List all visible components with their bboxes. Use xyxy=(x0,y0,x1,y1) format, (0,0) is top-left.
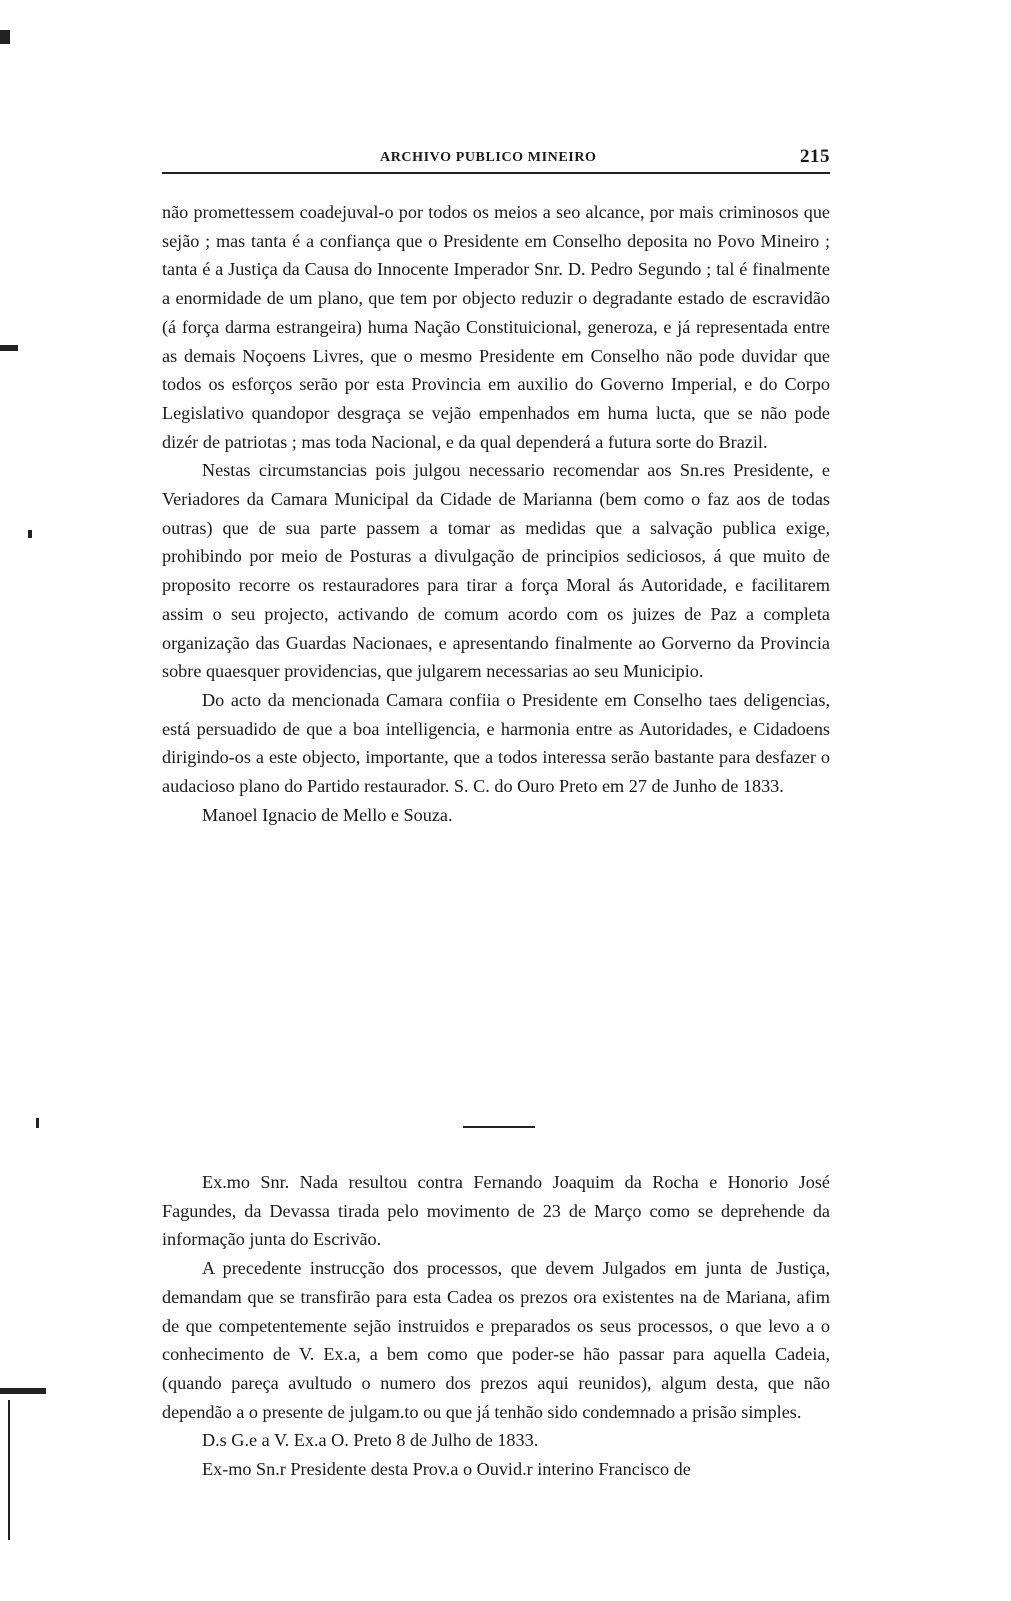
paragraph: A precedente instrucção dos processos, que devem Julgados em junta de Justiça, demandam que se transfirão para esta Cadea os prezos ora existentes na de Mariana, afim de que competentemente sejão instruidos e preparados os seus processos, o que levo a o conhecimento de V. Ex.a, a bem como que poder-se hão passar para aquella Cadeia, (quando pareça avultudo o numero dos prezos aqui reunidos), algum desta, que não dependão a o presente de julgam.to ou que já tenhão sido condemnado a prisão simples. xyxy=(162,1258,830,1422)
margin-mark xyxy=(28,530,32,538)
section-divider xyxy=(463,1126,535,1128)
paragraph: não promettessem coadejuval-o por todos os meios a seo alcance, por mais criminosos que sejão ; mas tanta é a confiança que o Presidente em Conselho deposita no Povo Mineiro ; tanta é a Justiça da Causa do Innocente Imperador Snr. D. Pedro Segundo ; tal é finalmente a enormidade de um plano, que tem por objecto reduzir o degradante estado de escravidão (á força darma estrangeira) huma Nação Constituicional, generoza, e já representada entre as demais Noçoens Livres, que o mesmo Presidente em Conselho não pode duvidar que todos os esforços serão por esta Provincia em auxilio do Governo Imperial, e do Corpo Legislativo quandopor desgraça se vejão empenhados em huma lucta, que se não pode dizér de patriotas ; mas toda Nacional, e da qual dependerá a futura sorte do Brazil. xyxy=(162,202,830,452)
paragraph: Ex.mo Snr. Nada resultou contra Fernando Joaquim da Rocha e Honorio José Fagundes, da Devassa tirada pelo movimento de 23 de Março como se deprehende da informação junta do Escrivão. xyxy=(162,1172,830,1250)
margin-mark xyxy=(36,1118,39,1128)
header-title: ARCHIVO PUBLICO MINEIRO xyxy=(380,150,597,165)
margin-mark xyxy=(0,1388,46,1394)
signature: Manoel Ignacio de Mello e Souza. xyxy=(202,804,453,825)
paragraph: Nestas circumstancias pois julgou necessario recomendar aos Sn.res Presidente, e Veriadores da Camara Municipal da Cidade de Marianna (bem como o faz aos de todas outras) que de sua parte passem a tomar as medidas que a salvação publica exige, prohibindo por meio de Posturas a divulgação de principios sediciosos, á que muito de proposito recorre os restauradores para tirar a força Moral ás Autoridade, e facilitarem assim o seu projecto, activando de comum acordo com os juizes de Paz a completa organização das Guardas Nacionaes, e apresentando finalmente ao Gorverno da Provincia sobre quaesquer providencias, que julgarem necessarias ao seu Municipio. xyxy=(162,460,830,682)
margin-mark xyxy=(0,30,10,44)
paragraph: Do acto da mencionada Camara confiia o Presidente em Conselho taes deligencias, está persuadido de que a boa intelligencia, e harmonia entre as Autoridades, e Cidadoens dirigindo-os a este objecto, importante, que a todos interessa serão bastante para desfazer o audacioso plano do Partido restaurador. S. C. do Ouro Preto em 27 de Junho de 1833. xyxy=(162,689,830,797)
header-rule xyxy=(162,172,830,174)
page-number: 215 xyxy=(800,146,830,167)
addressee-line: Ex-mo Sn.r Presidente desta Prov.a o Ouvid.r interino Francisco de xyxy=(202,1459,691,1480)
margin-mark xyxy=(0,345,18,351)
running-header xyxy=(162,148,830,172)
letter-body-bottom xyxy=(162,1168,830,1484)
letter-body-top xyxy=(162,198,830,829)
closing-line: D.s G.e a V. Ex.a O. Preto 8 de Julho de 1833. xyxy=(202,1430,539,1451)
margin-mark xyxy=(8,1400,10,1540)
